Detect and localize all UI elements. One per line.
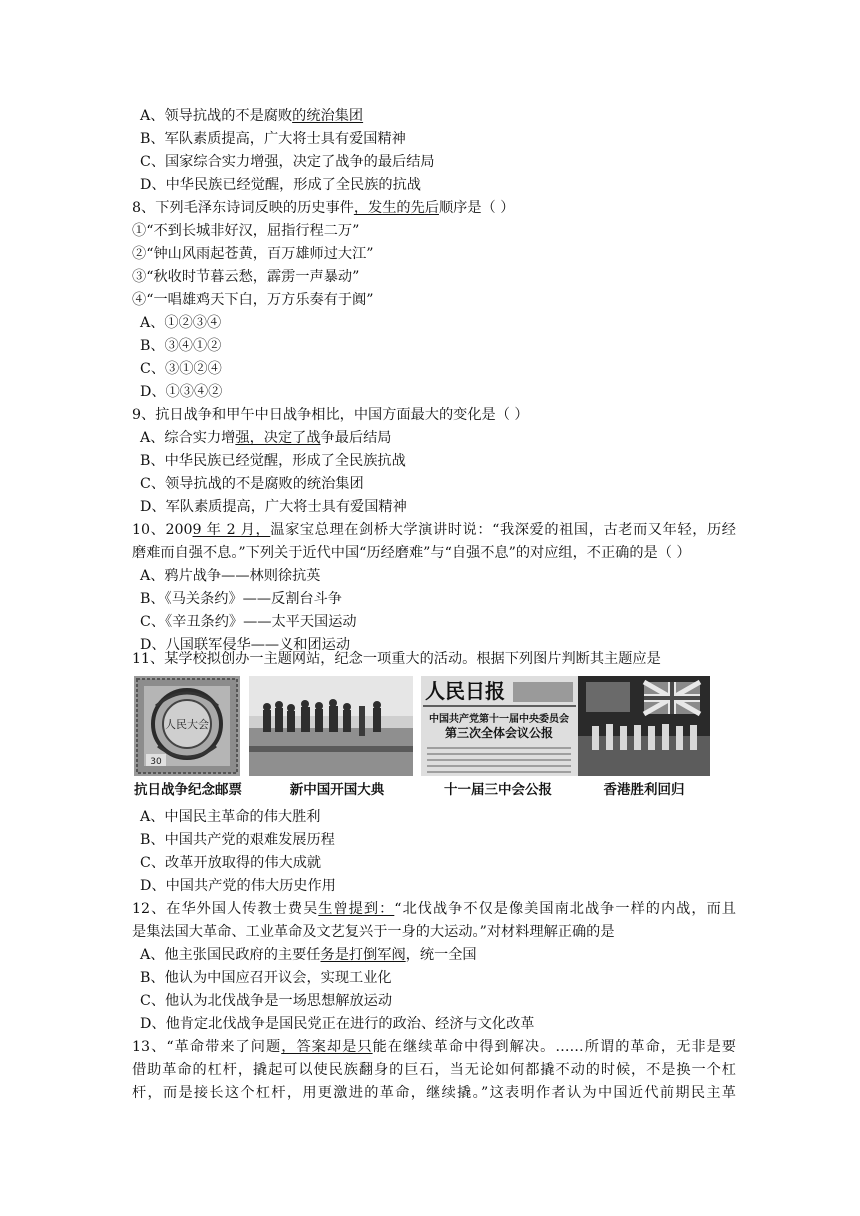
third-plenum-newspaper-image — [421, 676, 578, 776]
caption-newspaper: 十一届三中会公报 — [444, 782, 552, 798]
q11-option-a: A、中国民主革命的伟大胜利 — [140, 809, 321, 825]
q11-option-b: B、中国共产党的艰难发展历程 — [140, 832, 335, 848]
q9-option-a: A、综合实力增强，决定了战争最后结局 — [140, 430, 392, 446]
q10-stem-line2: 磨难而自强不息。”下列关于近代中国“历经磨难”与“自强不息”的对应组，不正确的是（ ） — [132, 545, 691, 561]
stamp-value: 30 — [150, 757, 162, 767]
q10-stem-line1: 10、2009 年 2 月，温家宝总理在剑桥大学演讲时说：“我深爱的祖国，古老而又年轻，历经 — [132, 522, 736, 538]
caption-stamp: 抗日战争纪念邮票 — [134, 782, 242, 798]
q9-stem: 9、抗日战争和甲午中日战争相比，中国方面最大的变化是（ ） — [132, 407, 529, 423]
q11-stem: 11、某学校拟创办一主题网站，纪念一项重大的活动。根据下列图片判断其主题应是 — [132, 651, 661, 667]
q7-option-a: A、领导抗战的不是腐败的统治集团 — [140, 108, 364, 124]
q8-poem-4: ④“一唱雄鸡天下白，万方乐奏有于阗” — [132, 292, 374, 308]
q12-option-b: B、他认为中国应召开议会，实现工业化 — [140, 970, 392, 986]
anti-japanese-war-stamp-image — [134, 676, 240, 776]
q8-option-a: A、①②③④ — [140, 315, 222, 331]
q12-stem-line2: 是集法国大革命、工业革命及文艺复兴于一身的大运动。”对材料理解正确的是 — [132, 924, 615, 940]
q7-option-b: B、军队素质提高，广大将士具有爱国精神 — [140, 131, 406, 147]
newspaper-headline-2: 第三次全体会议公报 — [444, 726, 554, 740]
newspaper-headline-1: 中国共产党第十一届中央委员会 — [429, 714, 569, 725]
founding-ceremony-image — [249, 676, 413, 776]
q10-option-a: A、鸦片战争——林则徐抗英 — [140, 568, 321, 584]
q9-option-c: C、领导抗战的不是腐败的统治集团 — [140, 476, 364, 492]
q10-option-d: D、八国联军侵华——义和团运动 — [140, 637, 351, 653]
q8-option-b: B、③④①② — [140, 338, 222, 354]
q8-poem-2: ②“钟山风雨起苍黄，百万雄师过大江” — [132, 246, 374, 262]
q7-option-c: C、国家综合实力增强，决定了战争的最后结局 — [140, 154, 435, 170]
q13-line3: 杆，而是接长这个杠杆，用更激进的革命，继续撬。”这表明作者认为中国近代前期民主革 — [132, 1085, 736, 1101]
hong-kong-handover-image — [578, 676, 710, 776]
q11-option-d: D、中国共产党的伟大历史作用 — [140, 878, 336, 894]
q9-option-d: D、军队素质提高，广大将士具有爱国精神 — [140, 499, 407, 515]
q8-option-c: C、③①②④ — [140, 361, 222, 377]
stamp-center-text: 人民大会 — [165, 718, 209, 731]
q9-option-b: B、中华民族已经觉醒，形成了全民族抗战 — [140, 453, 406, 469]
q11-picture-strip — [132, 676, 712, 802]
q10-option-c: C、《辛丑条约》——太平天国运动 — [140, 614, 357, 630]
q12-option-c: C、他认为北伐战争是一场思想解放运动 — [140, 993, 393, 1009]
caption-founding-ceremony: 新中国开国大典 — [289, 782, 385, 798]
q7-option-d: D、中华民族已经觉醒，形成了全民族的抗战 — [140, 177, 421, 193]
q12-option-a: A、他主张国民政府的主要任务是打倒军阀，统一全国 — [140, 947, 477, 963]
q8-option-d: D、①③④② — [140, 384, 223, 400]
q12-option-d: D、他肯定北伐战争是国民党正在进行的政治、经济与文化改革 — [140, 1016, 535, 1032]
q13-line2: 借助革命的杠杆，撬起可以使民族翻身的巨石，当无论如何都撬不动的时候，不是换一个杠 — [132, 1062, 736, 1078]
q8-stem: 8、下列毛泽东诗词反映的历史事件，发生的先后顺序是（ ） — [132, 200, 515, 216]
q8-poem-1: ①“不到长城非好汉，屈指行程二万” — [132, 223, 360, 239]
q12-stem-line1: 12、在华外国人传教士费吴生曾提到：“北伐战争不仅是像美国南北战争一样的内战，而且 — [132, 901, 736, 917]
q11-option-c: C、改革开放取得的伟大成就 — [140, 855, 322, 871]
q10-option-b: B、《马关条约》——反割台斗争 — [140, 591, 342, 607]
q8-poem-3: ③“秋收时节暮云愁，霹雳一声暴动” — [132, 269, 360, 285]
caption-hong-kong: 香港胜利回归 — [603, 782, 685, 798]
newspaper-masthead: 人民日报 — [425, 679, 505, 703]
q13-line1: 13、“革命带来了问题，答案却是只能在继续革命中得到解决。……所谓的革命，无非是要 — [132, 1039, 736, 1055]
